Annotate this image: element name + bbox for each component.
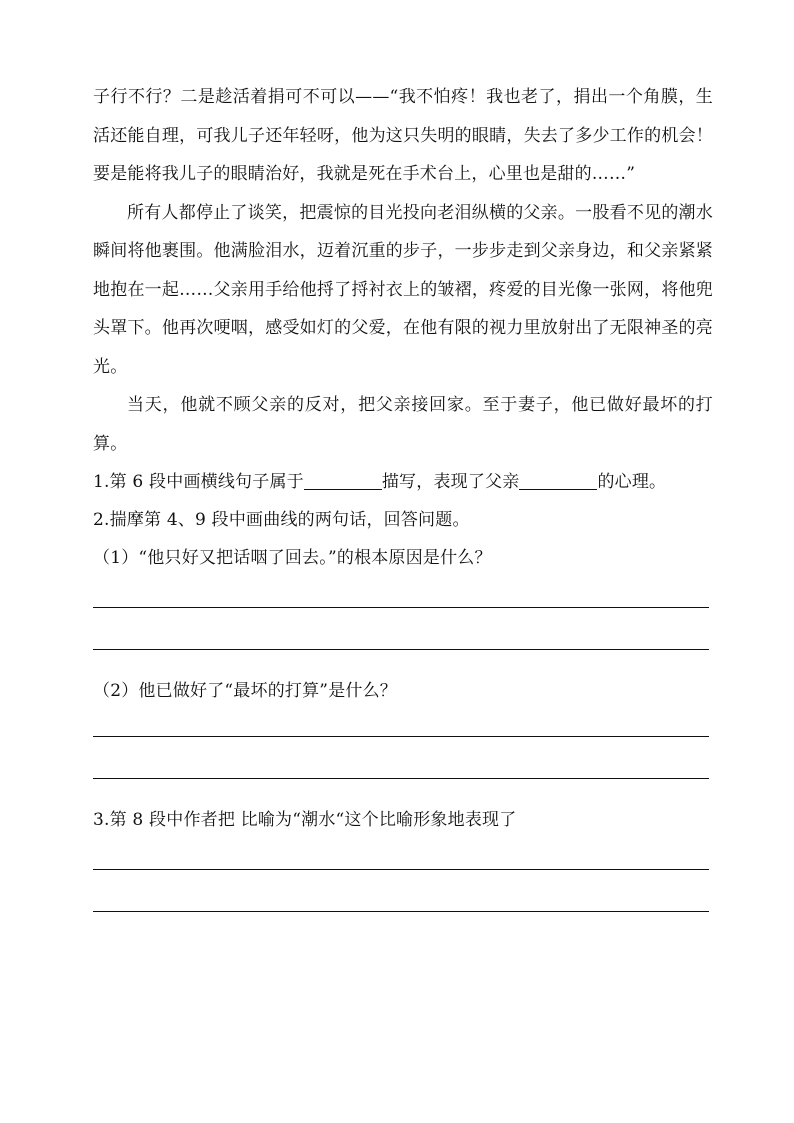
passage-paragraph-3: 当天，他就不顾父亲的反对，把父亲接回家。至于妻子，他已做好最坏的打算。: [93, 395, 713, 454]
question-3: 3.第 8 段中作者把 比喻为“潮水“这个比喻形象地表现了: [93, 810, 517, 830]
document-content: [93, 78, 713, 912]
answer-line-3b[interactable]: [93, 911, 709, 912]
question-2: 2.揣摩第 4、9 段中画曲线的两句话，回答问题。: [93, 510, 470, 530]
question-2-sub-1: （1）“他只好又把话咽了回去。”的根本原因是什么？: [93, 548, 492, 568]
question-1-blank-1[interactable]: [304, 471, 382, 490]
question-1: [93, 463, 713, 501]
question-1-text-c: 的心理。: [597, 472, 667, 492]
question-2-sub-2: （2）他已做好了“最坏的打算”是什么？: [93, 681, 397, 701]
question-1-text-a: 1.第 6 段中画横线句子属于: [93, 472, 304, 492]
question-1-blank-2[interactable]: [519, 471, 597, 490]
question-1-text-b: 描写，表现了父亲: [381, 472, 520, 492]
passage-paragraph-2: 所有人都停止了谈笑，把震惊的目光投向老泪纵横的父亲。一股看不见的潮水瞬间将他裹围。他满脸泪水，迈着沉重的步子，一步步走到父亲身边，和父亲紧紧地抱在一起……父亲用手给他捋了捋衬衣上的皱褶，疼爱的目光像一张网，将他兜头罩下。他再次哽咽，感受如灯的父爱，在他有限的视力里放射出了无限神圣的亮光。: [93, 202, 713, 377]
passage-paragraph-1: 子行不行？二是趁活着捐可不可以——“我不怕疼！我也老了，捐出一个角膜，生活还能自理，可我儿子还年轻呀，他为这只失明的眼睛，失去了多少工作的机会！要是能将我儿子的眼睛治好，我就是死在手术台上，心里也是甜的……”: [93, 87, 713, 184]
